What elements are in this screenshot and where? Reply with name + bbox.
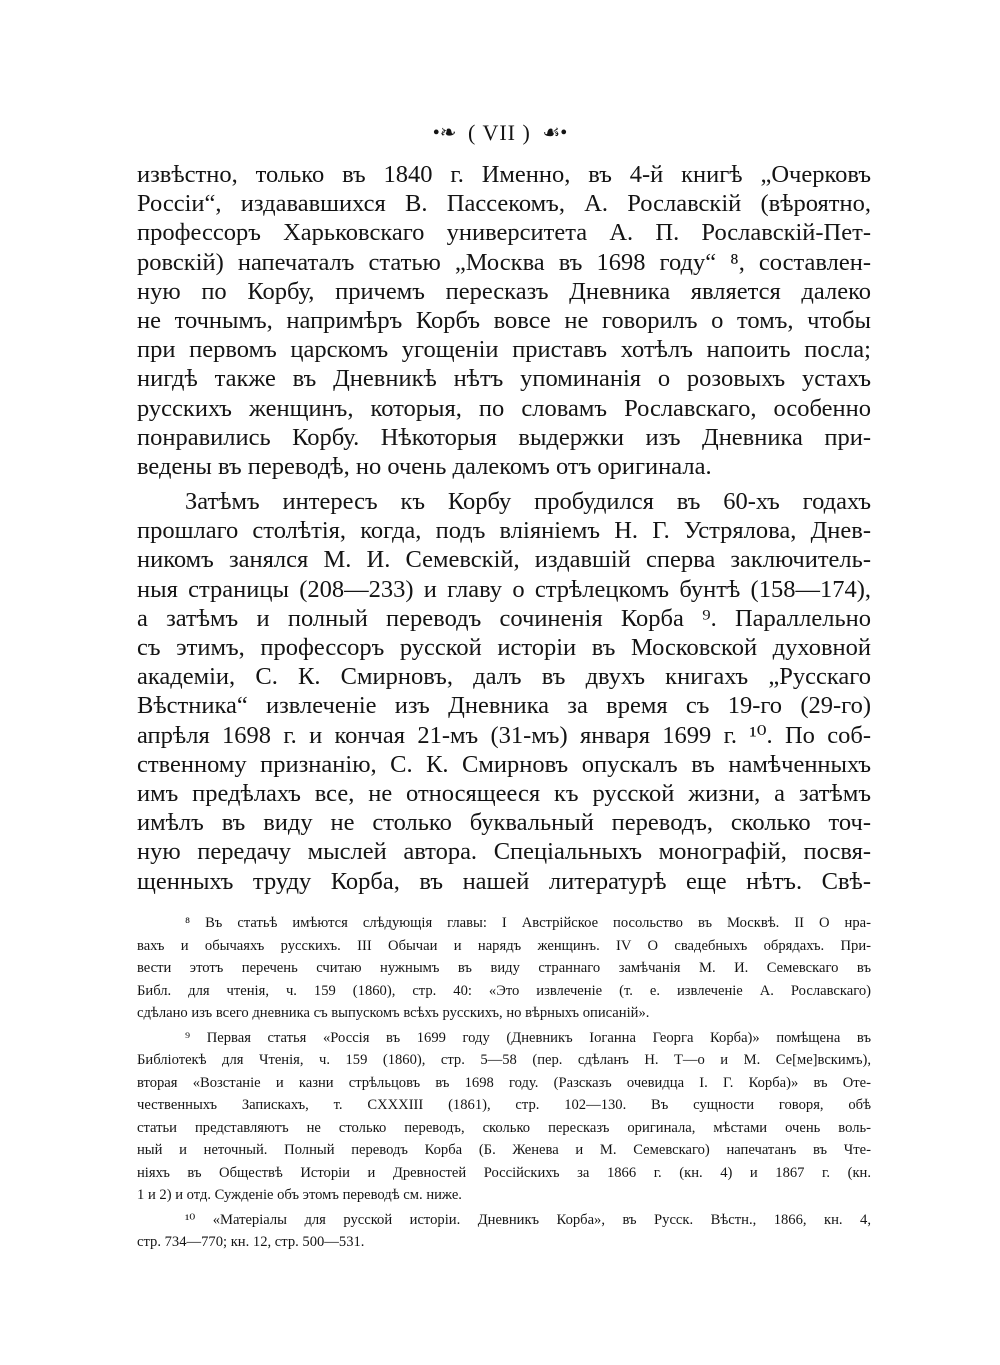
body-line: нигдѣ также въ Дневникѣ нѣтъ упоминанія о розовыхъ устахъ bbox=[137, 365, 871, 393]
body-line: ровскій) напечаталъ статью „Москва въ 1698 году“ ⁸, составлен- bbox=[137, 248, 871, 276]
body-line: щенныхъ труду Корба, въ нашей литературѣ еще нѣтъ. Свѣ- bbox=[137, 867, 871, 895]
body-line: апрѣля 1698 г. и кончая 21-мъ (31-мъ) января 1699 г. ¹⁰. По соб- bbox=[137, 721, 871, 749]
footnote-line: статьи представляютъ не столько переводъ, сколько пересказъ оригинала, мѣстами очень воль- bbox=[137, 1119, 871, 1136]
footnotes bbox=[137, 912, 871, 1254]
ornament-right-icon: ☙• bbox=[542, 121, 568, 144]
body-line: имъ предѣлахъ все, не относящееся къ русской жизни, а затѣмъ bbox=[137, 779, 871, 807]
footnote-line: вторая «Возстаніе и казни стрѣльцовъ въ 1698 году. (Разсказъ очевидца І. Г. Корба)» въ Оте- bbox=[137, 1074, 871, 1091]
footnote-line: ⁸ Въ статьѣ имѣются слѣдующія главы: I Австрійское посольство въ Москвѣ. II О нра- bbox=[185, 915, 871, 931]
body-line: Затѣмъ интересъ къ Корбу пробудился въ 60-хъ годахъ bbox=[185, 488, 871, 516]
body-line: не точнымъ, напримѣръ Корбъ вовсе не говорилъ о томъ, чтобы bbox=[137, 306, 871, 334]
body-line: никомъ занялся М. И. Семевскій, издавшій сперва заключитель- bbox=[137, 546, 871, 574]
body-line: съ этимъ, профессоръ русской исторіи въ Московской духовной bbox=[137, 634, 871, 661]
body-line: профессоръ Харьковскаго университета А. П. Рославскій-Пет- bbox=[137, 219, 871, 247]
body-line: прошлаго столѣтія, когда, подъ вліяніемъ Н. Г. Устрялова, Днев- bbox=[137, 517, 871, 545]
footnote-line: стр. 734—770; кн. 12, стр. 500—531. bbox=[137, 1234, 365, 1250]
footnote-line: ¹⁰ «Матеріалы для русской исторіи. Дневникъ Корба», въ Русск. Вѣстн., 1866, кн. 4, bbox=[185, 1211, 871, 1228]
body-line: при первомъ царскомъ угощеніи приставъ хотѣлъ напоить посла; bbox=[137, 336, 871, 364]
footnote-line: Библіотекѣ для Чтенія, ч. 159 (1860), стр. 5—58 (пер. сдѣланъ Н. Т—о и М. Се[ме]вскимъ), bbox=[137, 1052, 871, 1068]
body-line: Россіи“, издававшихся В. Пассекомъ, А. Рославскій (вѣроятно, bbox=[137, 190, 871, 218]
footnote-line: ⁹ Первая статья «Россія въ 1699 году (Дневникъ Іоганна Георга Корба)» помѣщена въ bbox=[185, 1029, 871, 1046]
body-line: имѣлъ въ виду не столько буквальный переводъ, сколько точ- bbox=[137, 809, 871, 837]
ornament-left-icon: •❧ bbox=[432, 121, 457, 144]
main-text bbox=[137, 160, 871, 896]
page-number: ( VII ) bbox=[468, 119, 531, 145]
body-line: академіи, С. К. Смирновъ, далъ въ двухъ книгахъ „Русскаго bbox=[137, 663, 871, 691]
page-header bbox=[0, 116, 1000, 148]
footnote-line: чественныхъ Запискахъ, т. CXXXIII (1861), стр. 102—130. Въ сущности говоря, обѣ bbox=[137, 1097, 871, 1113]
body-line: ную по Корбу, причемъ пересказъ Дневника является далеко bbox=[137, 277, 871, 305]
body-line: ныя страницы (208—233) и главу о стрѣлецкомъ бунтѣ (158—174), bbox=[137, 575, 871, 603]
body-line: ственному признанію, С. К. Смирновъ опускалъ въ намѣченныхъ bbox=[137, 750, 871, 778]
footnote-line: 1 и 2) и отд. Сужденіе объ этомъ переводѣ см. ниже. bbox=[137, 1187, 462, 1203]
footnote-line: вахъ и обычаяхъ русскихъ. III Обычаи и нарядъ женщинъ. IV О свадебныхъ обрядахъ. При- bbox=[137, 937, 871, 954]
footnote-line: ный и неточный. Полный переводъ Корба (Б. Женева и М. Семевскаго) напечатанъ въ Чте- bbox=[137, 1142, 871, 1158]
body-line: извѣстно, только въ 1840 г. Именно, въ 4-й книгѣ „Очерковъ bbox=[137, 161, 871, 188]
body-line: понравились Корбу. Нѣкоторыя выдержки изъ Дневника при- bbox=[137, 423, 871, 451]
body-line: Вѣстника“ извлеченіе изъ Дневника за время съ 19-го (29-го) bbox=[137, 692, 871, 720]
footnote-line: вести этотъ перечень считаю нужнымъ въ виду страннаго замѣчанія М. И. Семевскаго въ bbox=[137, 960, 871, 976]
body-line: ведены въ переводѣ, но очень далекомъ отъ оригинала. bbox=[137, 452, 712, 480]
footnote-line: ніяхъ въ Обществѣ Исторіи и Древностей Россійскихъ за 1866 г. (кн. 4) и 1867 г. (кн. bbox=[137, 1164, 871, 1181]
body-line: ную передачу мыслей автора. Спеціальныхъ монографій, посвя- bbox=[137, 838, 871, 866]
body-line: а затѣмъ и полный переводъ сочиненія Корба ⁹. Параллельно bbox=[137, 604, 871, 632]
body-line: русскихъ женщинъ, которыя, по словамъ Рославскаго, особенно bbox=[137, 394, 871, 422]
footnote-line: Библ. для чтенія, ч. 159 (1860), стр. 40: «Это извлеченіе (т. е. извлеченіе А. Рославскаго) bbox=[137, 982, 871, 999]
footnote-line: сдѣлано изъ всего дневника съ выпускомъ всѣхъ русскихъ, но вѣрныхъ описаній». bbox=[137, 1005, 650, 1021]
